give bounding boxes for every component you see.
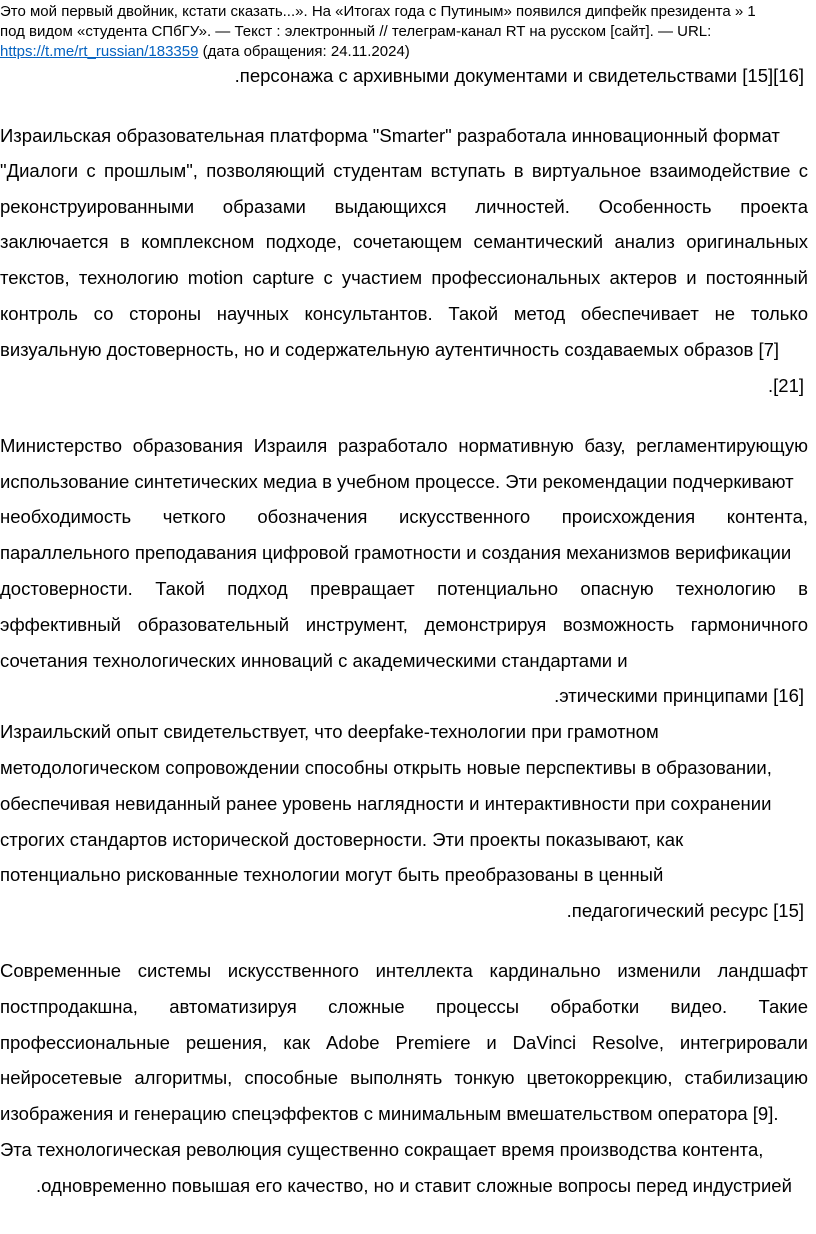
text-line: необходимость четкого обозначения искусственного происхождения контента, [0,506,808,527]
text-line: методологическом сопровождении способны открыть новые перспективы в образовании, [0,757,772,778]
text-line: изображения и генерацию спецэффектов с минимальным вмешательством оператора [9]. [0,1103,779,1124]
text-line: строгих стандартов исторической достоверности. Эти проекты показывают, как [0,829,684,850]
footnote-link[interactable]: https://t.me/rt_russian/183359 [0,43,199,60]
text-line: Израильская образовательная платформа "Smarter" разработала инновационный формат [0,125,780,146]
footnote-line-2: под видом «студента СПбГУ». — Текст : электронный // телеграм-канал RT на русском [сайт]. — URL: [0,23,712,40]
text-line: эффективный образовательный инструмент, демонстрируя возможность гармоничного [0,614,808,635]
text-line: профессиональные решения, как Adobe Premiere и DaVinci Resolve, интегрировали [0,1032,808,1053]
text-line: визуальную достоверность, но и содержательную аутентичность создаваемых образов [7] [0,339,780,360]
text-line: сочетания технологических инноваций с академическими стандартами и [0,650,628,671]
text-line: .этическими принципами [16] [554,685,804,706]
text-line: Израильский опыт свидетельствует, что deepfake-технологии при грамотном [0,721,659,742]
footnote-access-date: (дата обращения: 24.11.2024) [198,43,410,60]
text-line: обеспечивая невиданный ранее уровень наглядности и интерактивности при сохранении [0,793,772,814]
text-line: реконструированными образами выдающихся личностей. Особенность проекта [0,196,808,217]
footnote-line-1: Это мой первый двойник, кстати сказать...». На «Итогах года с Путиным» появился дипфейк президента » 1 [0,3,756,20]
text-line: нейросетевые алгоритмы, способные выполнять тонкую цветокоррекцию, стабилизацию [0,1067,808,1088]
text-line: параллельного преподавания цифровой грамотности и создания механизмов верификации [0,542,792,563]
text-line: Эта технологическая революция существенно сокращает время производства контента, [0,1139,764,1160]
text-line: текстов, технологию motion capture с участием профессиональных актеров и постоянный [0,267,808,288]
footnote [0,2,800,62]
text-line: постпродакшна, автоматизируя сложные процессы обработки видео. Такие [0,996,808,1017]
text-line: использование синтетических медиа в учебном процессе. Эти рекомендации подчеркивают [0,471,794,492]
text-line: .педагогический ресурс [15] [566,900,804,921]
text-line: .[21] [768,375,804,396]
footnote-line-3 [0,42,800,62]
text-line: достоверности. Такой подход превращает потенциально опасную технологию в [0,578,808,599]
text-line: Современные системы искусственного интеллекта кардинально изменили ландшафт [0,960,808,981]
text-line: Министерство образования Израиля разработало нормативную базу, регламентирующую [0,435,808,456]
text-line: "Диалоги с прошлым", позволяющий студентам вступать в виртуальное взаимодействие с [0,160,808,181]
text-line: контроль со стороны научных консультантов. Такой метод обеспечивает не только [0,303,808,324]
text-line: .персонажа с архивными документами и свидетельствами [15][16] [234,65,804,86]
text-line: .одновременно повышая его качество, но и ставит сложные вопросы перед индустрией [36,1175,792,1196]
text-line: потенциально рискованные технологии могут быть преобразованы в ценный [0,864,664,885]
text-line: заключается в комплексном подходе, сочетающем семантический анализ оригинальных [0,231,808,252]
